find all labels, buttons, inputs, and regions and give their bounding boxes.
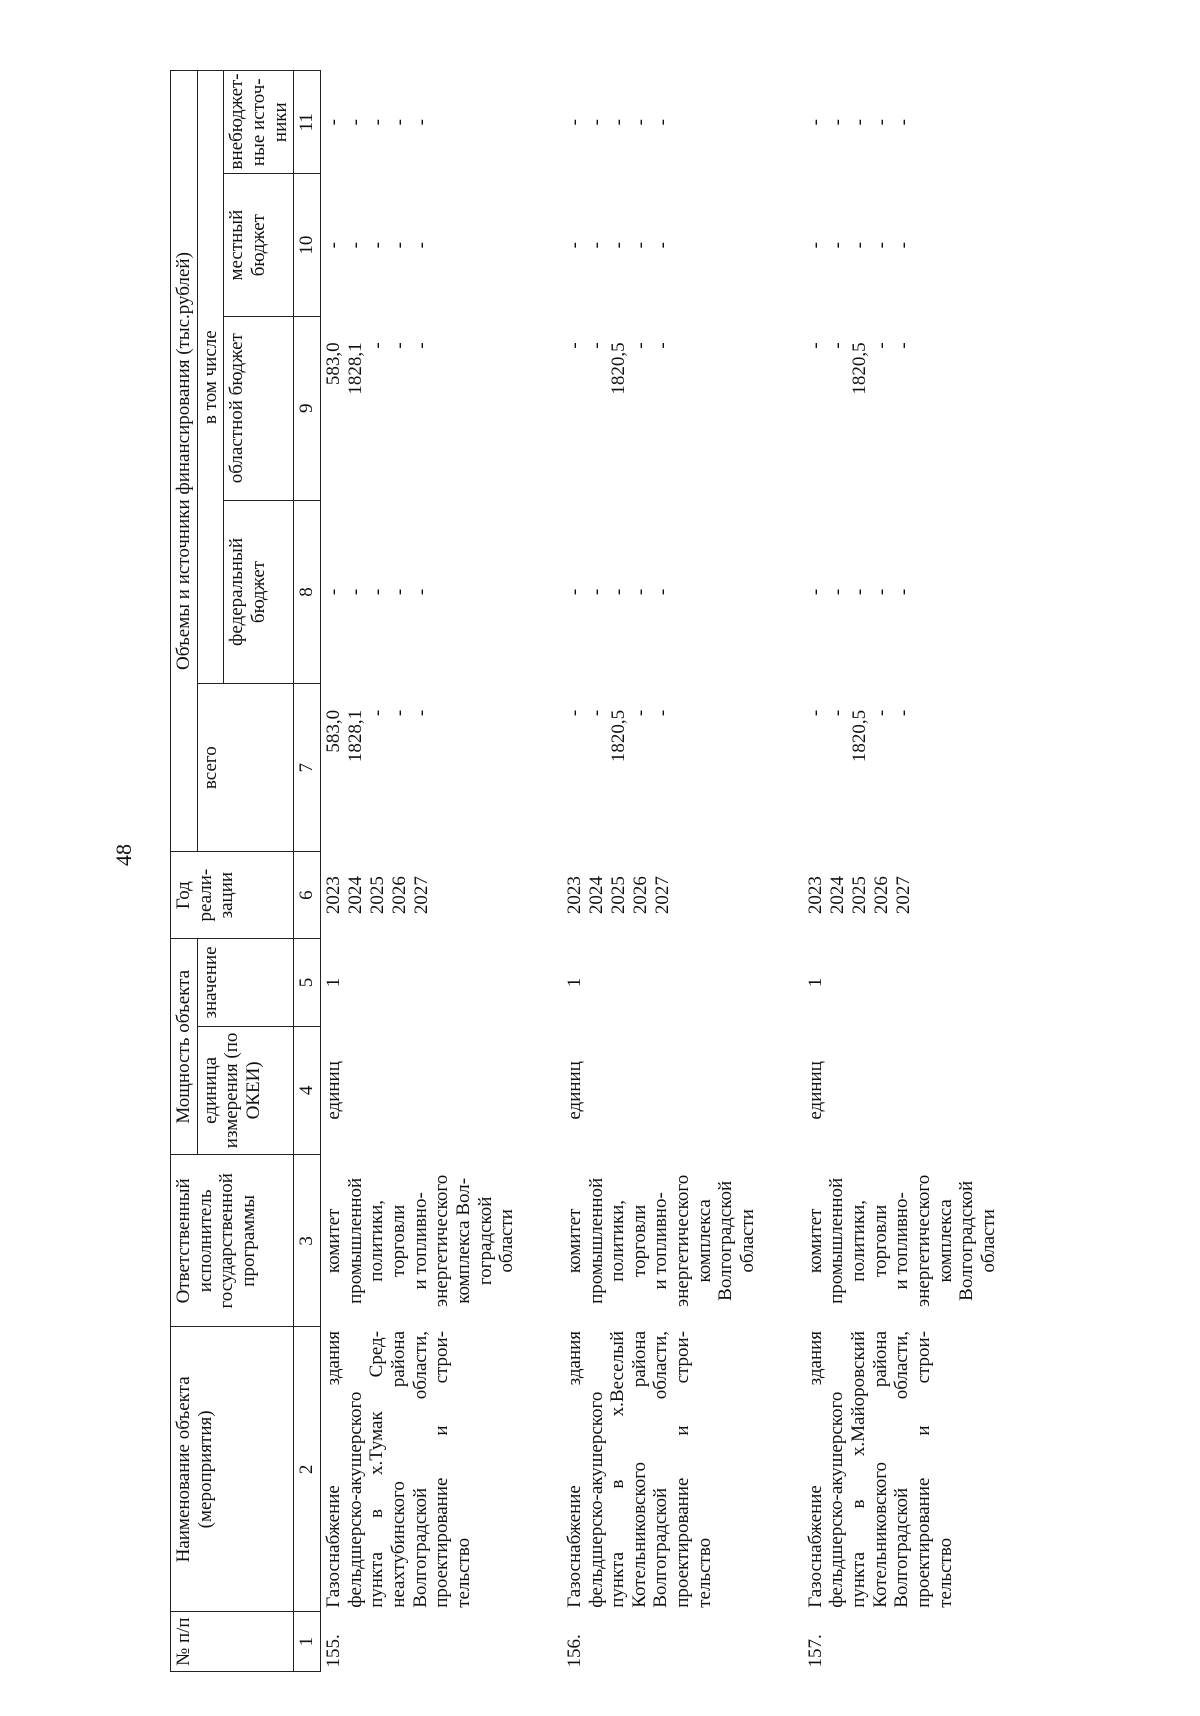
finance-table — [170, 70, 1044, 1672]
row-number: 155. — [322, 1634, 344, 1668]
header-extra: внебюджет-ные источ-ники — [224, 71, 294, 174]
cell-value: - — [892, 241, 914, 249]
cell-value: 2023 — [563, 876, 585, 915]
column-numbers-row — [294, 71, 321, 1672]
executor — [803, 1155, 1002, 1327]
column-number: 11 — [294, 71, 321, 174]
cell-value: - — [629, 342, 651, 349]
header-name: Наименование объекта (мероприятия) — [171, 1327, 294, 1612]
text-line: фельдшерско-акушерского — [826, 1391, 848, 1608]
cell-value: - — [651, 342, 673, 349]
cell-value: - — [388, 119, 410, 126]
table-row — [562, 71, 761, 1672]
row-number: 156. — [563, 1634, 585, 1668]
row-spacer — [761, 71, 803, 1672]
text-line: Волгоградской — [715, 1180, 737, 1301]
cell-value: - — [388, 342, 410, 349]
cell-value: - — [870, 588, 892, 596]
text-line: Газоснабжение здания — [804, 1330, 826, 1608]
cell-value: 583,0 — [322, 709, 344, 753]
cell-value: - — [826, 588, 848, 596]
text-line: торговли — [869, 1204, 891, 1277]
regional-amounts — [320, 316, 519, 500]
text-line: тельство — [934, 1537, 956, 1608]
federal-amounts — [320, 500, 519, 684]
cell-value: - — [870, 709, 892, 717]
year-list — [562, 852, 761, 939]
header-incl: в том числе — [197, 71, 224, 684]
text-line: комплекса — [934, 1199, 956, 1283]
cell-value: - — [563, 241, 585, 249]
text-line: пункта в х.Веселый — [607, 1330, 629, 1608]
total-amounts — [562, 684, 761, 852]
cell-value: - — [410, 709, 432, 717]
cell-value: - — [651, 241, 673, 249]
cell-value: - — [585, 241, 607, 249]
table-row — [803, 71, 1002, 1672]
column-number: 7 — [294, 684, 321, 852]
cell-value: - — [322, 588, 344, 596]
row-spacer — [520, 71, 562, 1672]
header-no: № п/п — [171, 1612, 294, 1672]
text-line: Газоснабжение здания — [322, 1330, 344, 1608]
cell-value: - — [585, 588, 607, 596]
text-line: политики, — [848, 1200, 870, 1282]
cell-value: - — [388, 588, 410, 596]
text-line: Газоснабжение здания — [563, 1330, 585, 1608]
cell-value: - — [366, 588, 388, 596]
column-number: 6 — [294, 852, 321, 939]
text-line: энергетического — [431, 1174, 453, 1307]
cell-value: - — [870, 342, 892, 349]
text-line: комплекса Вол- — [452, 1177, 474, 1304]
cell-value: - — [629, 709, 651, 717]
text-line: комитет — [563, 1208, 585, 1274]
text-line: тельство — [693, 1537, 715, 1608]
cell-value: - — [585, 709, 607, 717]
text-line: политики, — [366, 1200, 388, 1282]
cell-value: - — [804, 588, 826, 596]
cell-value: - — [607, 588, 629, 596]
cell-value: 2024 — [585, 876, 607, 915]
capacity-value: 1 — [322, 977, 344, 988]
cell-value: 1820,5 — [607, 709, 629, 763]
header-value: значение — [197, 939, 294, 1026]
local-amounts — [320, 174, 519, 316]
cell-value: - — [388, 709, 410, 717]
cell-value: - — [410, 588, 432, 596]
text-line: неахтубинского района — [387, 1330, 409, 1608]
cell-value: - — [366, 241, 388, 249]
text-line: фельдшерско-акушерского — [585, 1391, 607, 1608]
cell-value: 2024 — [826, 876, 848, 915]
cell-value: - — [848, 588, 870, 596]
cell-value: - — [563, 588, 585, 596]
cell-value: - — [826, 342, 848, 349]
text-line: промышленной — [826, 1177, 848, 1304]
header-federal: федеральный бюджет — [224, 500, 294, 684]
page-number: 48 — [111, 844, 136, 866]
executor — [320, 1155, 519, 1327]
cell-value: - — [585, 119, 607, 126]
unit: единиц — [804, 1061, 826, 1120]
cell-value: - — [848, 241, 870, 249]
header-regional: областной бюджет — [224, 316, 294, 500]
text-line: области — [496, 1209, 518, 1273]
text-line: тельство — [452, 1537, 474, 1608]
text-line: комитет — [322, 1208, 344, 1274]
cell-value: 1828,1 — [344, 342, 366, 395]
text-line: энергетического — [672, 1174, 694, 1307]
cell-value: - — [344, 241, 366, 249]
cell-value: - — [870, 119, 892, 126]
cell-value: - — [870, 241, 892, 249]
executor — [562, 1155, 761, 1327]
cell-value: - — [563, 119, 585, 126]
text-line: и топливно- — [891, 1192, 913, 1290]
regional-amounts — [803, 316, 1002, 500]
capacity-value: 1 — [804, 977, 826, 988]
column-number: 9 — [294, 316, 321, 500]
cell-value: 2026 — [629, 876, 651, 915]
cell-value: - — [892, 342, 914, 349]
text-line: гоградской — [474, 1196, 496, 1286]
year-list — [320, 852, 519, 939]
extra-amounts — [803, 71, 1002, 174]
cell-value: - — [322, 241, 344, 249]
text-line: Волгоградской области, — [409, 1330, 431, 1608]
cell-value: - — [826, 241, 848, 249]
cell-value: 2023 — [804, 876, 826, 915]
spacer-cell — [520, 71, 562, 1672]
cell-value: 1820,5 — [607, 342, 629, 395]
cell-value: - — [410, 342, 432, 349]
text-line: Котельниковского района — [628, 1330, 650, 1608]
total-amounts — [320, 684, 519, 852]
text-line: проектирование и строи- — [913, 1330, 935, 1608]
column-number: 8 — [294, 500, 321, 684]
cell-value: - — [848, 119, 870, 126]
cell-value: - — [366, 119, 388, 126]
cell-value: - — [322, 119, 344, 126]
text-line: и топливно- — [409, 1192, 431, 1290]
cell-value: - — [651, 119, 673, 126]
header-local: местный бюджет — [224, 174, 294, 316]
cell-value: 2024 — [344, 876, 366, 915]
cell-value: - — [826, 709, 848, 717]
cell-value: 2027 — [410, 876, 432, 915]
text-line: промышленной — [585, 1177, 607, 1304]
cell-value: 2025 — [366, 876, 388, 915]
text-line: и топливно- — [650, 1192, 672, 1290]
cell-value: 2027 — [892, 876, 914, 915]
header-unit: единица измерения (по ОКЕИ) — [197, 1026, 294, 1155]
header-year: Год реали-зации — [171, 852, 294, 939]
cell-value: 2026 — [388, 876, 410, 915]
column-number: 10 — [294, 174, 321, 316]
text-line: Котельниковского района — [869, 1330, 891, 1608]
text-line: торговли — [628, 1204, 650, 1277]
cell-value: - — [563, 342, 585, 349]
cell-value: 2023 — [322, 876, 344, 915]
cell-value: 1828,1 — [344, 709, 366, 763]
column-number: 5 — [294, 939, 321, 1026]
cell-value: - — [804, 709, 826, 717]
object-name — [803, 1327, 1002, 1612]
text-line: Волгоградской области, — [891, 1330, 913, 1608]
cell-value: - — [629, 588, 651, 596]
cell-value: - — [344, 588, 366, 596]
regional-amounts — [562, 316, 761, 500]
object-name — [562, 1327, 761, 1612]
object-name — [320, 1327, 519, 1612]
cell-value: 583,0 — [322, 342, 344, 386]
spacer-cell — [1002, 71, 1044, 1672]
table-body — [320, 71, 1043, 1672]
cell-value: - — [826, 119, 848, 126]
rotated-page — [170, 70, 1070, 1672]
header-capacity: Мощность объекта — [171, 939, 198, 1155]
local-amounts — [562, 174, 761, 316]
text-line: политики, — [607, 1200, 629, 1282]
text-line: области — [978, 1209, 999, 1273]
text-line: пункта в х.Майоровский — [848, 1330, 870, 1608]
cell-value: 2025 — [848, 876, 870, 915]
text-line: комитет — [804, 1208, 826, 1274]
cell-value: 1820,5 — [848, 342, 870, 395]
text-line: торговли — [387, 1204, 409, 1277]
cell-value: - — [563, 709, 585, 717]
cell-value: - — [585, 342, 607, 349]
row-spacer — [1002, 71, 1044, 1672]
text-line: проектирование и строи- — [672, 1330, 694, 1608]
text-line: фельдшерско-акушерского — [344, 1391, 366, 1608]
cell-value: - — [344, 119, 366, 126]
cell-value: - — [892, 119, 914, 126]
header-finance: Объемы и источники финансирования (тыс.рублей) — [171, 71, 198, 852]
extra-amounts — [320, 71, 519, 174]
text-line: Волгоградской области, — [650, 1330, 672, 1608]
column-number: 1 — [294, 1612, 321, 1672]
cell-value: 2025 — [607, 876, 629, 915]
cell-value: - — [651, 588, 673, 596]
local-amounts — [803, 174, 1002, 316]
column-number: 4 — [294, 1026, 321, 1155]
cell-value: - — [366, 709, 388, 717]
cell-value: 2027 — [651, 876, 673, 915]
cell-value: - — [629, 119, 651, 126]
federal-amounts — [562, 500, 761, 684]
text-line: энергетического — [913, 1174, 935, 1307]
table-row — [320, 71, 519, 1672]
total-amounts — [803, 684, 1002, 852]
cell-value: - — [410, 119, 432, 126]
spacer-cell — [761, 71, 803, 1672]
cell-value: - — [410, 241, 432, 249]
column-number: 3 — [294, 1155, 321, 1327]
row-number: 157. — [804, 1634, 826, 1668]
text-line: комплекса — [693, 1199, 715, 1283]
cell-value: - — [607, 119, 629, 126]
extra-amounts — [562, 71, 761, 174]
cell-value: 2026 — [870, 876, 892, 915]
unit: единиц — [322, 1061, 344, 1120]
capacity-value: 1 — [563, 977, 585, 988]
cell-value: - — [892, 709, 914, 717]
text-line: области — [737, 1209, 759, 1273]
cell-value: - — [629, 241, 651, 249]
text-line: пункта в х.Тумак Сред- — [366, 1330, 388, 1608]
cell-value: - — [804, 241, 826, 249]
cell-value: - — [651, 709, 673, 717]
text-line: Волгоградской — [956, 1180, 978, 1301]
unit: единиц — [563, 1061, 585, 1120]
federal-amounts — [803, 500, 1002, 684]
year-list — [803, 852, 1002, 939]
cell-value: - — [804, 119, 826, 126]
cell-value: - — [892, 588, 914, 596]
cell-value: - — [366, 342, 388, 349]
cell-value: - — [388, 241, 410, 249]
header-total: всего — [197, 684, 294, 852]
text-line: промышленной — [344, 1177, 366, 1304]
column-number: 2 — [294, 1327, 321, 1612]
text-line: проектирование и строи- — [431, 1330, 453, 1608]
cell-value: 1820,5 — [848, 709, 870, 763]
cell-value: - — [607, 241, 629, 249]
header-executor: Ответственный исполнитель государственной программы — [171, 1155, 294, 1327]
cell-value: - — [804, 342, 826, 349]
